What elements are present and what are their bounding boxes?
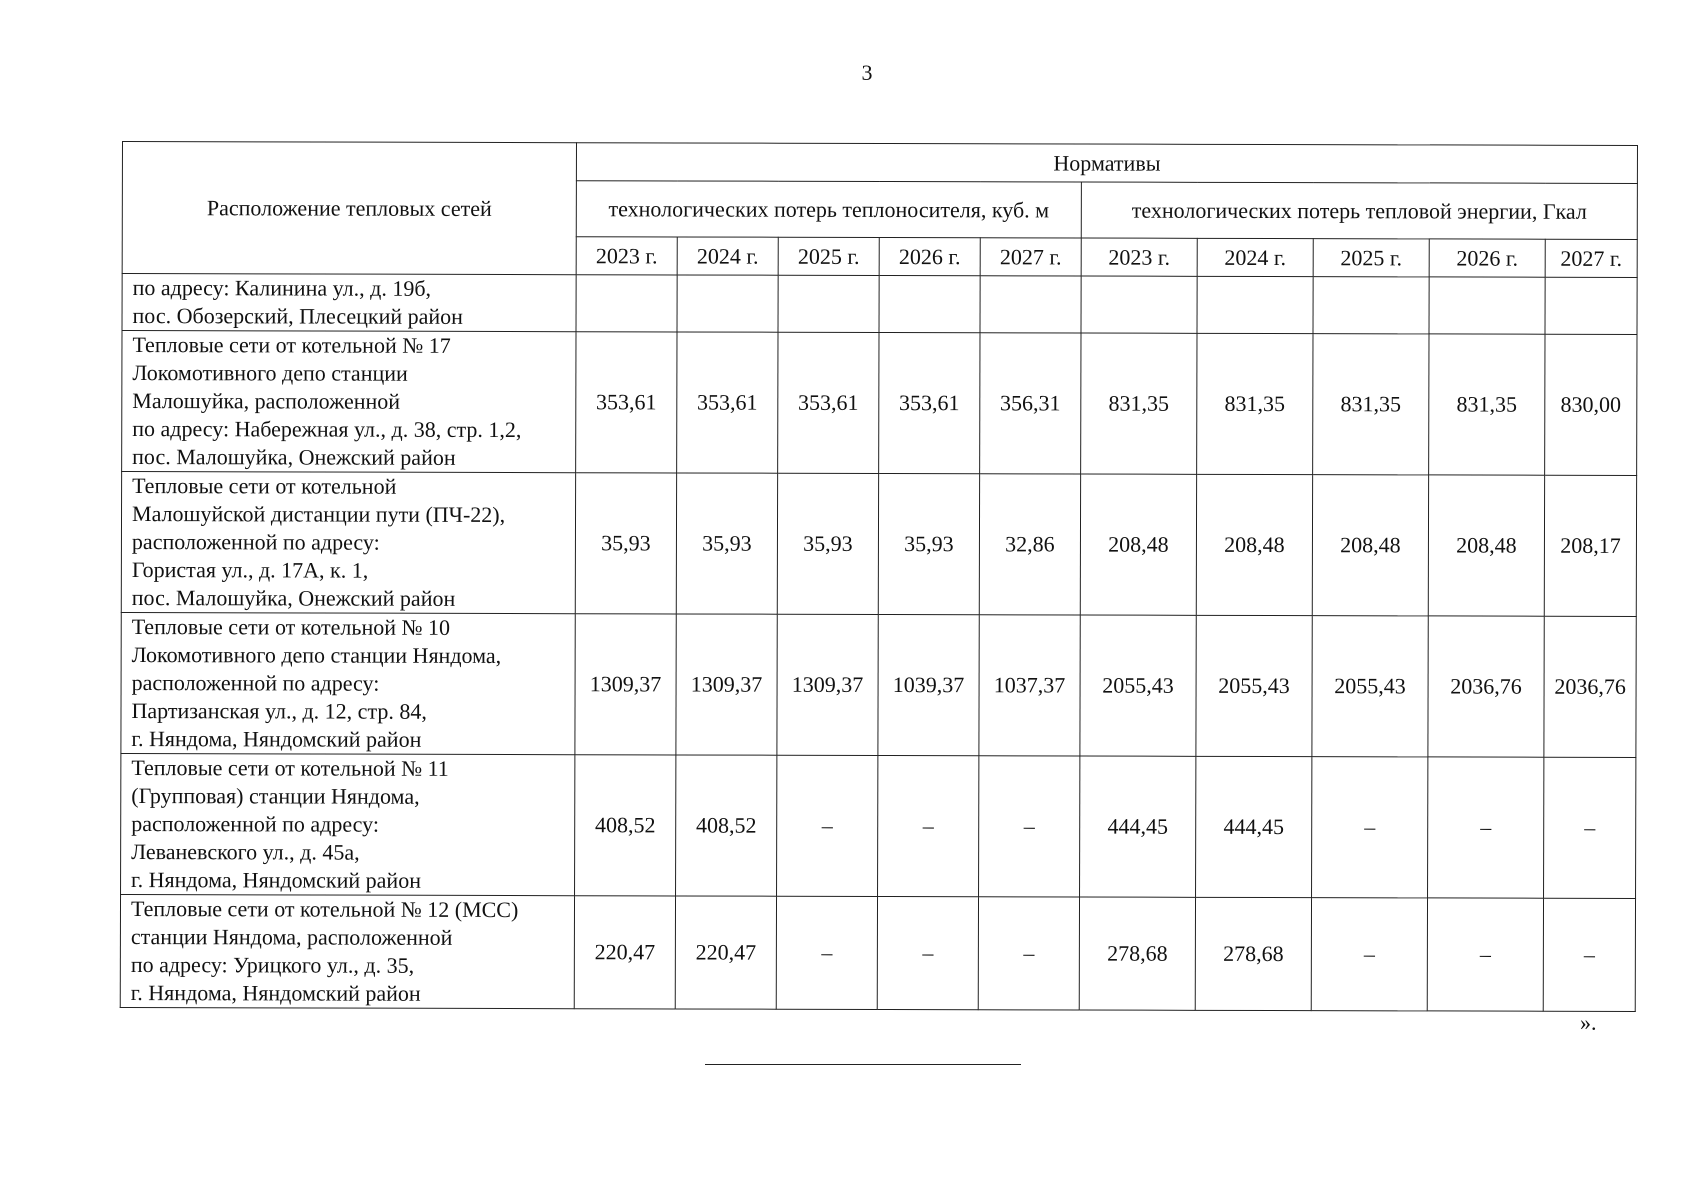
coolant-value-cell: 353,61: [778, 332, 879, 473]
energy-value-cell: 2055,43: [1080, 615, 1196, 756]
page-number: 3: [861, 60, 873, 85]
coolant-value-cell: 35,93: [575, 473, 676, 614]
energy-value-cell: 208,48: [1312, 475, 1428, 616]
energy-value-cell: 831,35: [1197, 333, 1313, 474]
energy-value-cell: 2036,76: [1544, 616, 1636, 757]
coolant-value-cell: 353,61: [576, 332, 677, 473]
location-cell: Тепловые сети от котельной № 12 (МСС) станции Няндома, расположенной по адресу: Урицкого ул., д. 35, г. Няндома, Няндомский район: [120, 894, 574, 1008]
coolant-value-cell: [677, 275, 778, 332]
energy-value-cell: –: [1312, 757, 1428, 898]
coolant-value-cell: –: [777, 755, 878, 896]
energy-value-cell: 208,48: [1196, 474, 1312, 615]
energy-value-cell: 830,00: [1545, 334, 1637, 475]
energy-year-header: 2026 г.: [1429, 239, 1545, 277]
coolant-value-cell: 353,61: [677, 332, 778, 473]
energy-value-cell: –: [1427, 898, 1543, 1011]
energy-year-header: 2025 г.: [1313, 239, 1429, 277]
energy-value-cell: 444,45: [1196, 756, 1312, 897]
table-row: [122, 331, 1637, 476]
coolant-value-cell: 220,47: [574, 896, 675, 1009]
energy-value-cell: [1545, 277, 1637, 334]
table-row: [120, 894, 1635, 1011]
location-cell: по адресу: Калинина ул., д. 19б, пос. Обозерский, Плесецкий район: [122, 274, 576, 332]
coolant-value-cell: –: [776, 896, 877, 1009]
coolant-value-cell: 1037,37: [979, 615, 1080, 756]
energy-value-cell: 208,48: [1428, 475, 1544, 616]
coolant-year-header: 2025 г.: [778, 237, 879, 275]
location-column-header: Расположение тепловых сетей: [122, 142, 576, 275]
energy-value-cell: [1429, 277, 1545, 334]
coolant-value-cell: [879, 275, 980, 332]
coolant-value-cell: –: [878, 755, 979, 896]
coolant-value-cell: 220,47: [675, 896, 776, 1009]
coolant-value-cell: 356,31: [980, 333, 1081, 474]
coolant-value-cell: 1309,37: [777, 614, 878, 755]
energy-value-cell: 831,35: [1429, 334, 1545, 475]
table-header: [122, 142, 1637, 278]
norms-table: [120, 141, 1638, 1012]
coolant-value-cell: 1039,37: [878, 614, 979, 755]
coolant-losses-header: технологических потерь теплоносителя, куб. м: [576, 181, 1081, 238]
coolant-value-cell: 35,93: [777, 473, 878, 614]
coolant-value-cell: –: [978, 897, 1079, 1010]
energy-value-cell: 278,68: [1079, 897, 1195, 1010]
energy-value-cell: 444,45: [1080, 756, 1196, 897]
energy-year-header: 2024 г.: [1197, 238, 1313, 276]
energy-losses-header: технологических потерь тепловой энергии, Гкал: [1081, 182, 1637, 239]
energy-value-cell: [1313, 277, 1429, 334]
coolant-value-cell: 408,52: [575, 755, 676, 896]
coolant-value-cell: 35,93: [676, 473, 777, 614]
location-cell: Тепловые сети от котельной № 11 (Групповая) станции Няндома, расположенной по адресу: Леваневского ул., д. 45а, г. Няндома, Няндомский район: [121, 753, 575, 895]
coolant-value-cell: –: [877, 896, 978, 1009]
coolant-year-header: 2023 г.: [576, 237, 677, 275]
coolant-value-cell: 1309,37: [575, 614, 676, 755]
coolant-value-cell: [778, 275, 879, 332]
closing-quote: ».: [1580, 1010, 1597, 1035]
location-cell: Тепловые сети от котельной № 10 Локомотивного депо станции Няндома, расположенной по адресу: Партизанская ул., д. 12, стр. 84, г. Няндома, Няндомский район: [121, 612, 575, 754]
coolant-value-cell: 408,52: [676, 755, 777, 896]
table-row: [121, 612, 1636, 757]
energy-value-cell: –: [1543, 898, 1635, 1011]
energy-value-cell: –: [1544, 757, 1636, 898]
table-row: [121, 753, 1636, 898]
energy-value-cell: 208,48: [1080, 474, 1196, 615]
coolant-value-cell: 32,86: [979, 474, 1080, 615]
energy-value-cell: 208,17: [1544, 475, 1636, 616]
energy-value-cell: [1197, 276, 1313, 333]
norms-header: Нормативы: [576, 143, 1637, 184]
energy-value-cell: 831,35: [1313, 334, 1429, 475]
energy-value-cell: 2036,76: [1428, 616, 1544, 757]
coolant-value-cell: –: [979, 756, 1080, 897]
energy-year-header: 2027 г.: [1545, 239, 1637, 277]
coolant-year-header: 2024 г.: [677, 237, 778, 275]
energy-value-cell: 831,35: [1081, 333, 1197, 474]
coolant-year-header: 2026 г.: [879, 237, 980, 275]
energy-value-cell: 2055,43: [1312, 616, 1428, 757]
location-cell: Тепловые сети от котельной Малошуйской дистанции пути (ПЧ-22), расположенной по адресу: Гористая ул., д. 17А, к. 1, пос. Малошуйка, Онежский район: [121, 472, 575, 614]
energy-value-cell: –: [1311, 898, 1427, 1011]
energy-value-cell: –: [1428, 757, 1544, 898]
energy-value-cell: 2055,43: [1196, 615, 1312, 756]
coolant-value-cell: 353,61: [879, 332, 980, 473]
footer-divider: [705, 1064, 1021, 1065]
coolant-value-cell: [576, 275, 677, 332]
energy-year-header: 2023 г.: [1081, 238, 1197, 276]
coolant-value-cell: 35,93: [878, 473, 979, 614]
coolant-value-cell: [980, 276, 1081, 333]
energy-value-cell: [1081, 276, 1197, 333]
table-row: [122, 274, 1637, 335]
coolant-year-header: 2027 г.: [980, 238, 1081, 276]
coolant-value-cell: 1309,37: [676, 614, 777, 755]
table-row: [121, 472, 1636, 617]
energy-value-cell: 278,68: [1195, 897, 1311, 1010]
location-cell: Тепловые сети от котельной № 17 Локомотивного депо станции Малошуйка, расположенной по адресу: Набережная ул., д. 38, стр. 1,2, пос. Малошуйка, Онежский район: [122, 331, 576, 473]
table-body: [120, 274, 1637, 1012]
